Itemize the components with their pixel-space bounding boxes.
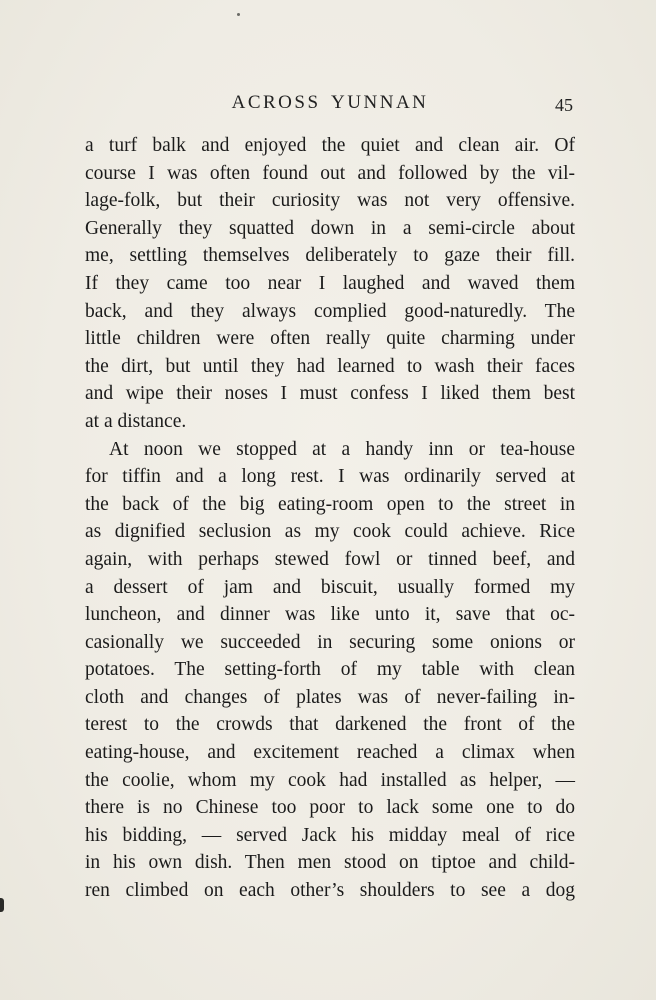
text-line: ren climbed on each other’s shoulders to see a dog: [85, 880, 575, 902]
running-title: ACROSS YUNNAN: [231, 92, 429, 113]
text-line: a turf balk and enjoyed the quiet and clean air. Of: [85, 135, 575, 156]
text-line: eating-house, and excitement reached a climax when: [85, 742, 575, 764]
page-number: 45: [555, 95, 573, 115]
text-line: a dessert of jam and biscuit, usually formed my: [85, 576, 575, 598]
scan-artifact: [0, 898, 4, 912]
text-line: cloth and changes of plates was of never-failing in-: [85, 686, 575, 708]
text-line: for tiffin and a long rest. I was ordinarily served at: [85, 466, 575, 488]
text-line: at a distance.: [85, 410, 187, 432]
text-line: casionally we succeeded in securing some onions or: [85, 631, 575, 653]
paragraph: [85, 436, 575, 905]
text-line: course I was often found out and followed by the vil-: [85, 162, 575, 184]
text-line: Generally they squatted down in a semi-circle about: [85, 217, 575, 239]
text-line: terest to the crowds that darkened the front of the: [85, 714, 575, 736]
text-line: in his own dish. Then men stood on tiptoe and child-: [85, 852, 575, 874]
text-line: again, with perhaps stewed fowl or tinned beef, and: [85, 548, 575, 570]
text-line: the coolie, whom my cook had installed as helper, —: [85, 769, 575, 791]
text-line: If they came too near I laughed and waved them: [85, 272, 575, 294]
page-body: [85, 132, 575, 905]
text-line: the back of the big eating-room open to the street in: [85, 493, 575, 515]
text-line: luncheon, and dinner was like unto it, save that oc-: [85, 604, 575, 626]
paragraph: [85, 132, 575, 436]
text-line: the dirt, but until they had learned to wash their faces: [85, 355, 575, 377]
text-line: potatoes. The setting-forth of my table with clean: [85, 659, 575, 681]
text-line: back, and they always complied good-naturedly. The: [85, 300, 575, 322]
text-line: as dignified seclusion as my cook could achieve. Rice: [85, 521, 575, 543]
text-line: little children were often really quite charming under: [85, 328, 575, 350]
text-line: there is no Chinese too poor to lack some one to do: [85, 797, 575, 819]
page-header: [85, 92, 575, 120]
text-line: lage-folk, but their curiosity was not very offensive.: [85, 190, 575, 212]
text-line: his bidding, — served Jack his midday meal of rice: [85, 824, 575, 846]
scan-speck: [237, 13, 240, 16]
text-line: me, settling themselves deliberately to gaze their fill.: [85, 245, 575, 267]
text-line: and wipe their noses I must confess I liked them best: [85, 383, 575, 405]
text-block: [85, 92, 575, 905]
text-line: At noon we stopped at a handy inn or tea-house: [109, 438, 575, 460]
